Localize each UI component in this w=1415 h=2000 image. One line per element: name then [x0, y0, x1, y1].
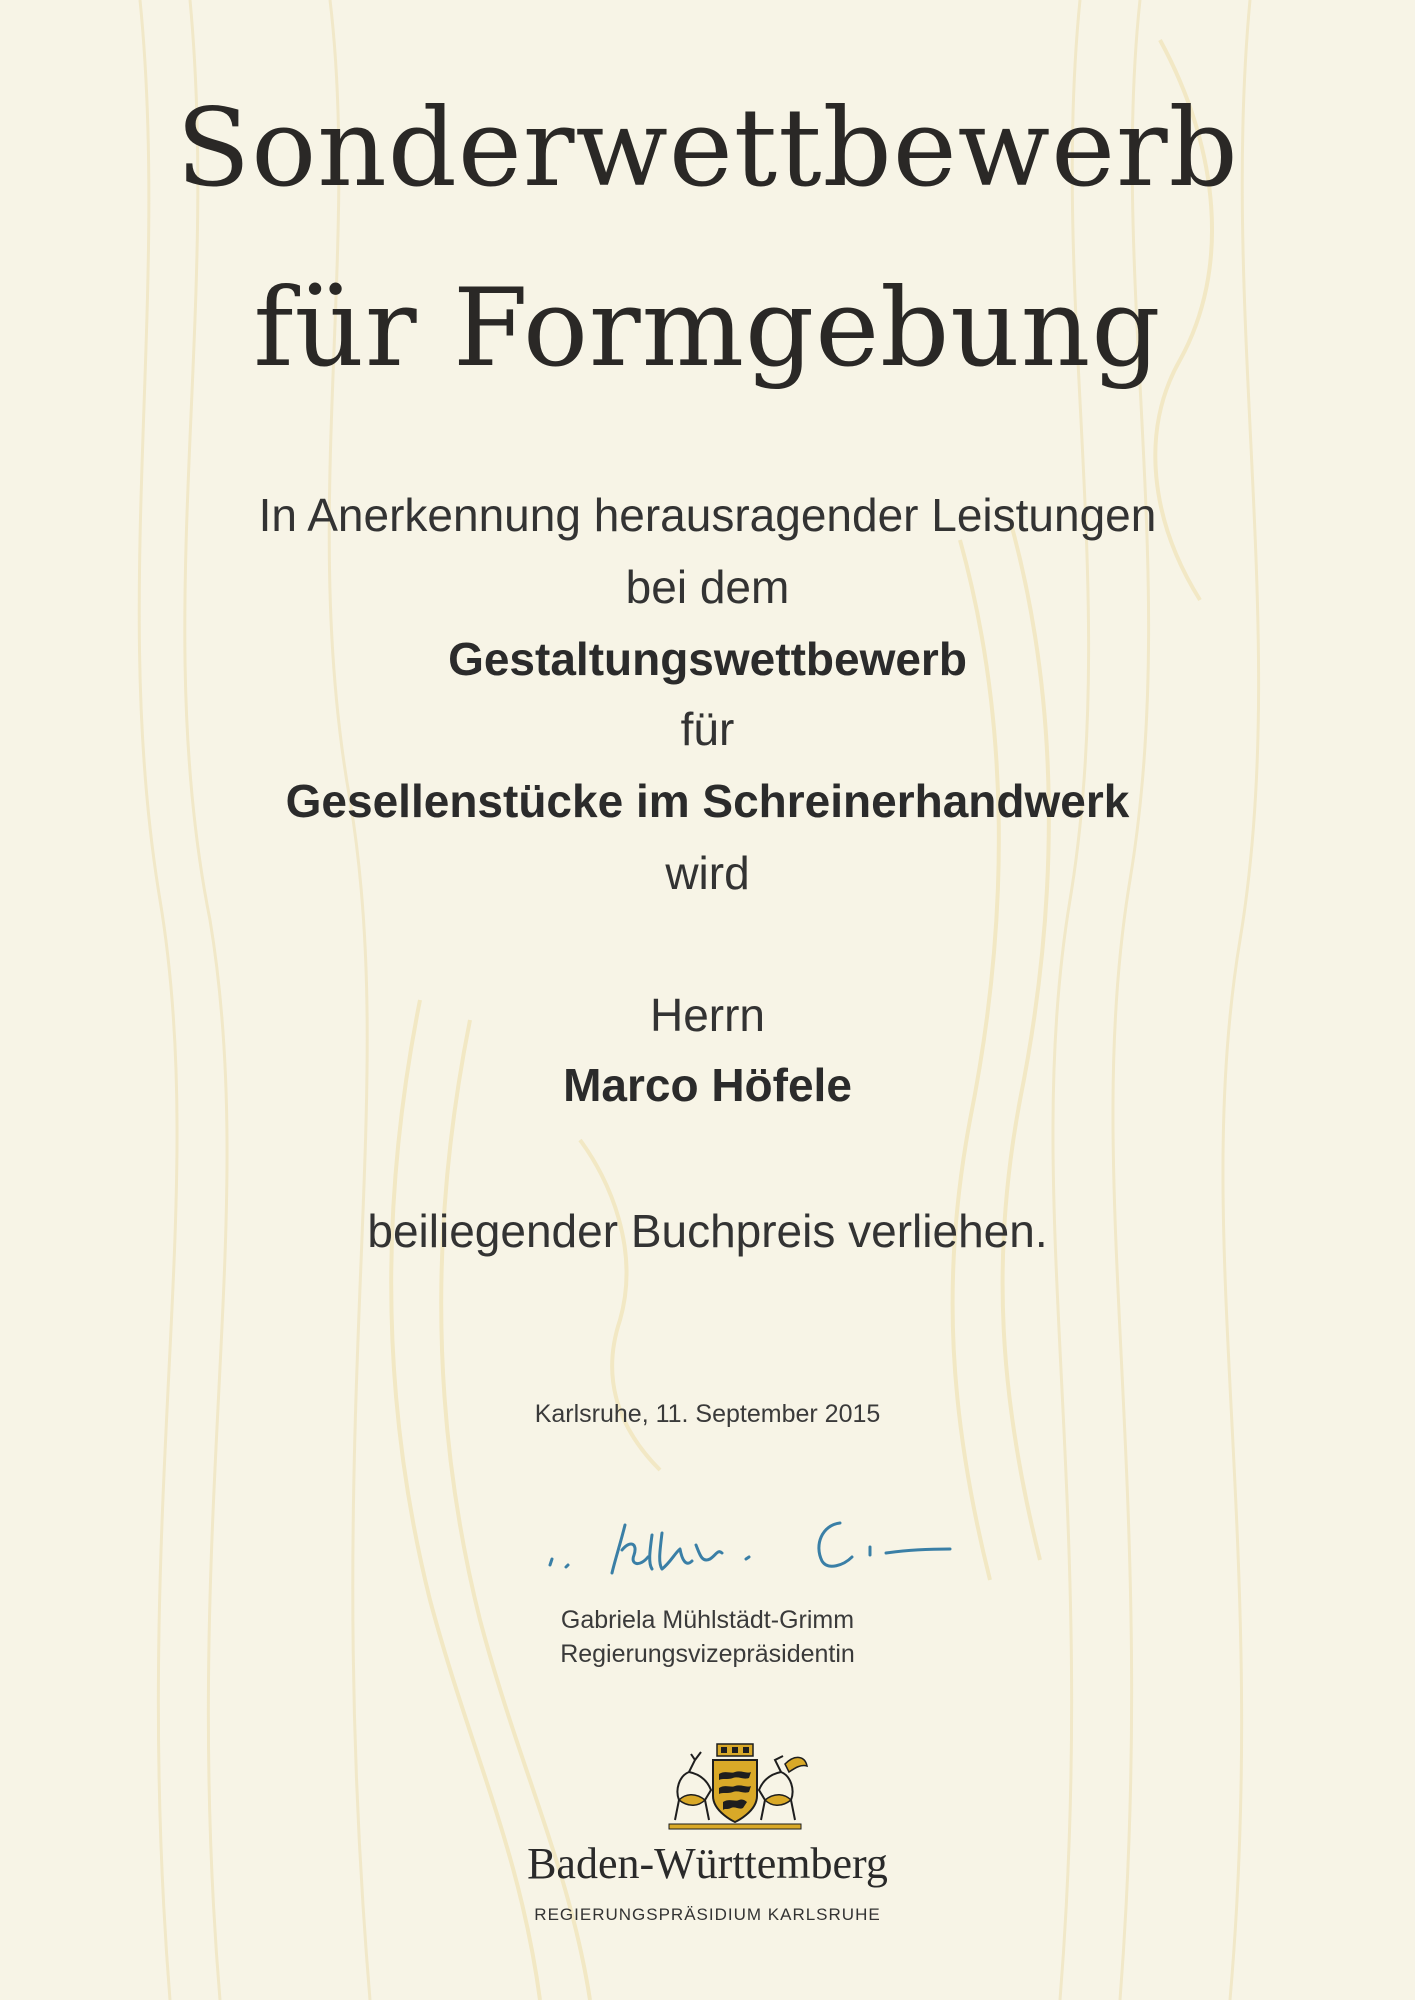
salutation: Herrn	[649, 989, 766, 1041]
handwritten-signature	[530, 1505, 1010, 1585]
recipient-name: Marco Höfele	[563, 1059, 852, 1111]
place-and-date: Karlsruhe, 11. September 2015	[534, 1400, 881, 1428]
signatory-title: Regierungsvizepräsidentin	[560, 1640, 855, 1668]
coat-of-arms-icon	[655, 1740, 815, 1832]
competition-name: Gestaltungswettbewerb	[448, 633, 967, 685]
intro-line2: bei dem	[625, 561, 790, 613]
verb-text: wird	[665, 847, 750, 899]
signatory-name: Gabriela Mühlstädt-Grimm	[560, 1606, 855, 1634]
intro-line1: In Anerkennung herausragender Leistungen	[258, 489, 1157, 541]
award-text: beiliegender Buchpreis verliehen.	[367, 1205, 1048, 1257]
issuer-name: Baden-Württemberg	[527, 1839, 888, 1888]
certificate-title-line2: für Formgebung	[253, 266, 1162, 391]
connector-text: für	[680, 703, 735, 755]
competition-category: Gesellenstücke im Schreinerhandwerk	[285, 775, 1130, 827]
certificate-title-line1: Sonderwettbewerb	[176, 86, 1239, 211]
issuer-department: REGIERUNGSPRÄSIDIUM KARLSRUHE	[534, 1905, 881, 1924]
